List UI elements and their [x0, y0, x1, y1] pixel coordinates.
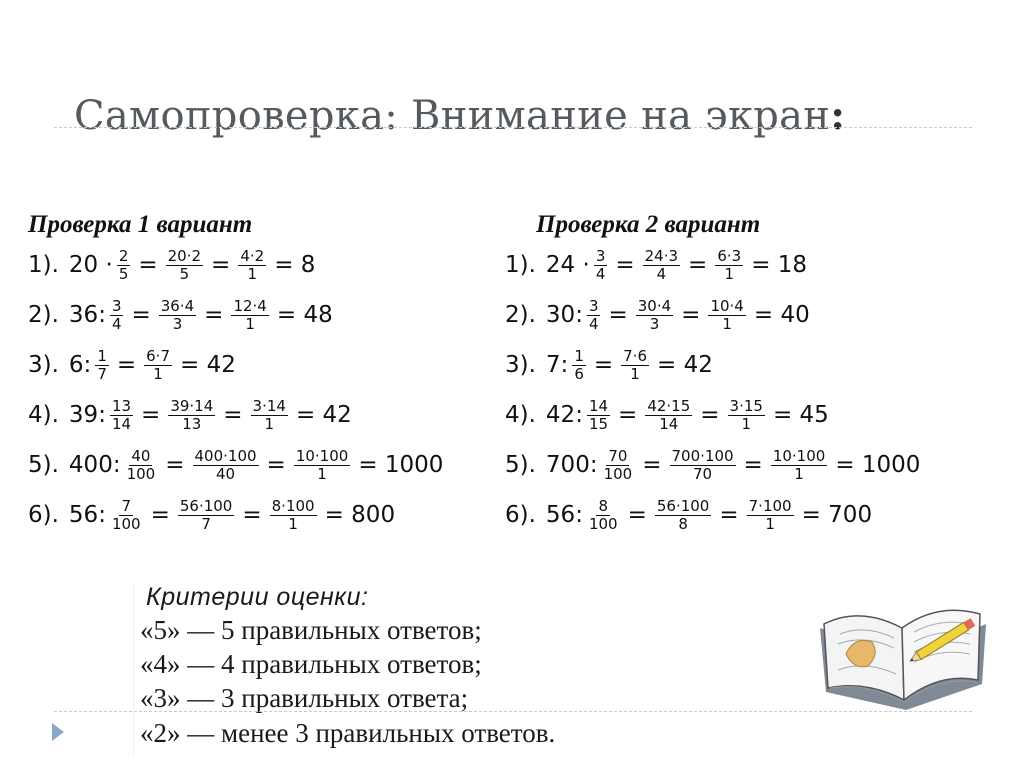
expression-text: 400: — [68, 452, 121, 478]
fraction — [728, 398, 765, 433]
row-number: 1). — [28, 252, 59, 278]
fraction-numerator: 6·7 — [146, 346, 170, 365]
fraction-denominator: 100 — [588, 514, 618, 533]
fraction — [178, 498, 235, 533]
fraction — [159, 298, 196, 333]
fraction-denominator: 8 — [678, 514, 688, 533]
fraction-numerator: 20·2 — [167, 246, 202, 265]
fraction — [670, 448, 736, 483]
fraction-denominator: 1 — [724, 264, 735, 283]
solution-row — [505, 490, 926, 540]
fraction — [238, 248, 266, 283]
fraction-denominator: 1 — [288, 514, 298, 533]
fraction-numerator: 2 — [118, 246, 129, 265]
fraction-numerator: 12·4 — [233, 296, 267, 315]
fraction-numerator: 3 — [595, 246, 606, 265]
expression-text: = — [242, 502, 262, 528]
fraction-numerator: 40 — [131, 446, 151, 465]
expression-text: 7: — [545, 352, 569, 378]
title-divider — [54, 127, 972, 128]
variant-1-rows — [28, 240, 449, 540]
solution-row — [28, 440, 449, 490]
fraction — [193, 448, 259, 483]
fraction — [594, 248, 608, 283]
fraction-numerator: 36·4 — [160, 296, 195, 315]
variant-2-column — [505, 210, 926, 540]
fraction-denominator: 1 — [630, 364, 640, 383]
expression-text: 20 · — [68, 252, 113, 278]
fraction-numerator: 1 — [574, 346, 584, 365]
expression-text: 24 · — [545, 252, 590, 278]
fraction — [587, 298, 601, 333]
fraction — [231, 298, 268, 333]
fraction — [715, 248, 743, 283]
fraction — [117, 248, 131, 283]
fraction-denominator: 14 — [659, 414, 679, 433]
fraction-numerator: 70 — [608, 446, 628, 465]
fraction — [645, 398, 692, 433]
fraction — [708, 298, 745, 333]
row-number: 4). — [505, 402, 536, 428]
open-book-with-pencil-icon — [810, 588, 996, 714]
expression-text: 56: — [545, 502, 583, 528]
fraction-numerator: 24·3 — [644, 246, 679, 265]
fraction — [270, 498, 317, 533]
fraction — [771, 448, 828, 483]
expression-text: = — [688, 252, 708, 278]
solution-row — [505, 440, 926, 490]
expression-text: = 42 — [180, 352, 236, 378]
fraction — [655, 498, 712, 533]
fraction-numerator: 8·100 — [271, 496, 315, 515]
solution-row — [28, 490, 449, 540]
fraction-numerator: 56·100 — [179, 496, 233, 515]
fraction-numerator: 1 — [97, 346, 107, 365]
fraction — [587, 498, 620, 533]
expression-text: 6: — [68, 352, 92, 378]
expression-text: = — [138, 252, 158, 278]
fraction-denominator: 40 — [215, 464, 236, 483]
expression-text: = — [642, 452, 662, 478]
variant-1-column — [28, 210, 449, 540]
expression-text: 30: — [545, 302, 583, 328]
fraction-numerator: 700·100 — [671, 446, 734, 465]
expression-text: = — [618, 402, 638, 428]
fraction-denominator: 14 — [111, 414, 132, 433]
expression-text: = — [627, 502, 647, 528]
row-number: 1). — [505, 252, 536, 278]
expression-text: = 45 — [772, 402, 829, 428]
fraction-denominator: 1 — [741, 414, 752, 433]
fraction-numerator: 7 — [121, 496, 132, 515]
row-number: 3). — [28, 352, 59, 378]
solution-row — [505, 240, 926, 290]
fraction — [587, 398, 610, 433]
fraction-denominator: 6 — [574, 364, 584, 383]
fraction-denominator: 3 — [172, 314, 183, 333]
fraction-denominator: 100 — [126, 464, 156, 483]
fraction-denominator: 15 — [588, 414, 609, 433]
fraction-numerator: 7·6 — [623, 346, 647, 365]
fraction — [110, 498, 143, 533]
criteria-line-4: «4» — 4 правильных ответов; — [140, 649, 482, 679]
fraction-denominator: 1 — [722, 314, 732, 333]
fraction-denominator: 7 — [201, 514, 211, 533]
expression-text: = — [681, 302, 701, 328]
solution-row — [505, 290, 926, 340]
fraction-numerator: 10·100 — [772, 446, 826, 465]
expression-text: = — [165, 452, 185, 478]
fraction-numerator: 6·3 — [717, 246, 742, 265]
fraction-denominator: 1 — [153, 364, 163, 383]
fraction — [251, 398, 288, 433]
fraction-denominator: 4 — [111, 314, 122, 333]
fraction-numerator: 3·15 — [729, 396, 763, 415]
expression-text: 700: — [545, 452, 598, 478]
expression-text: = — [700, 402, 720, 428]
fraction — [110, 398, 133, 433]
fraction-denominator: 1 — [264, 414, 275, 433]
fraction — [294, 448, 351, 483]
fraction-denominator: 1 — [794, 464, 804, 483]
fraction-numerator: 400·100 — [194, 446, 257, 465]
fraction — [110, 298, 124, 333]
expression-text: = — [223, 402, 243, 428]
fraction-denominator: 70 — [692, 464, 713, 483]
fraction-denominator: 5 — [179, 264, 190, 283]
fraction-denominator: 13 — [182, 414, 202, 433]
expression-text: = 48 — [276, 302, 333, 328]
fraction — [166, 248, 203, 283]
fraction — [572, 348, 586, 383]
fraction-numerator: 39·14 — [170, 396, 214, 415]
row-number: 2). — [505, 302, 536, 328]
fraction — [144, 348, 172, 383]
fraction-denominator: 4 — [656, 264, 667, 283]
fraction — [621, 348, 649, 383]
expression-text: = 40 — [753, 302, 810, 328]
fraction-numerator: 42·15 — [647, 396, 691, 415]
expression-text: = — [211, 252, 231, 278]
fraction-denominator: 1 — [247, 264, 258, 283]
expression-text: 39: — [68, 402, 106, 428]
row-number: 4). — [28, 402, 59, 428]
expression-text: = — [204, 302, 224, 328]
slide-title: Самопроверка: Внимание на экран: — [74, 92, 846, 139]
play-arrow-icon — [52, 723, 64, 741]
variant-2-heading: Проверка 2 вариант — [536, 211, 761, 238]
fraction-numerator: 10·100 — [295, 446, 349, 465]
solution-row — [28, 240, 449, 290]
fraction — [168, 398, 215, 433]
expression-text: = — [608, 302, 628, 328]
expression-text: = — [150, 502, 170, 528]
row-number: 6). — [28, 502, 59, 528]
expression-text: = — [719, 502, 739, 528]
expression-text: 56: — [68, 502, 106, 528]
fraction-numerator: 30·4 — [637, 296, 672, 315]
fraction-denominator: 7 — [97, 364, 107, 383]
solution-row — [505, 390, 926, 440]
fraction-numerator: 4·2 — [240, 246, 265, 265]
expression-text: = — [593, 352, 614, 378]
fraction-denominator: 4 — [588, 314, 599, 333]
fraction-denominator: 100 — [111, 514, 141, 533]
expression-text: = 42 — [295, 402, 352, 428]
solution-row — [28, 290, 449, 340]
solution-row — [28, 340, 449, 390]
expression-text: = — [266, 452, 286, 478]
fraction — [747, 498, 794, 533]
fraction — [643, 248, 680, 283]
expression-text: = — [116, 352, 137, 378]
fraction-denominator: 1 — [245, 314, 255, 333]
fraction-numerator: 3 — [588, 296, 599, 315]
fraction-denominator: 1 — [317, 464, 327, 483]
fraction-numerator: 3 — [111, 296, 122, 315]
variant-1-heading: Проверка 1 вариант — [28, 211, 253, 238]
fraction — [636, 298, 673, 333]
expression-text: 36: — [68, 302, 106, 328]
footer-divider — [54, 711, 972, 712]
expression-text: = — [131, 302, 151, 328]
row-number: 6). — [505, 502, 536, 528]
expression-text: 42: — [545, 402, 583, 428]
expression-text: = 700 — [801, 502, 873, 528]
expression-text: = — [743, 452, 763, 478]
row-number: 2). — [28, 302, 59, 328]
grading-criteria — [133, 583, 666, 755]
fraction-denominator: 100 — [603, 464, 633, 483]
expression-text: = 1000 — [358, 452, 444, 478]
criteria-line-5: «5» — 5 правильных ответов; — [140, 615, 482, 645]
fraction-numerator: 56·100 — [656, 496, 710, 515]
variant-2-rows — [505, 240, 926, 540]
fraction-numerator: 10·4 — [710, 296, 744, 315]
fraction-numerator: 7·100 — [748, 496, 792, 515]
row-number: 5). — [28, 452, 59, 478]
row-number: 3). — [505, 352, 536, 378]
fraction-numerator: 3·14 — [252, 396, 286, 415]
fraction-denominator: 3 — [649, 314, 660, 333]
expression-text: = — [141, 402, 161, 428]
row-number: 5). — [505, 452, 536, 478]
fraction-numerator: 8 — [598, 496, 609, 515]
expression-text: = 8 — [274, 252, 316, 278]
fraction — [602, 448, 635, 483]
solution-row — [505, 340, 926, 390]
expression-text: = 42 — [657, 352, 713, 378]
expression-text: = 800 — [324, 502, 396, 528]
fraction — [95, 348, 109, 383]
fraction-numerator: 13 — [111, 396, 132, 415]
expression-text: = 18 — [751, 252, 808, 278]
criteria-line-2: «2» — менее 3 правильных ответов. — [140, 718, 556, 748]
fraction — [125, 448, 158, 483]
fraction-denominator: 4 — [595, 264, 606, 283]
criteria-title: Критерии оценки: — [146, 583, 369, 611]
expression-text: = 1000 — [835, 452, 921, 478]
fraction-denominator: 5 — [118, 264, 129, 283]
fraction-denominator: 1 — [765, 514, 775, 533]
criteria-line-3: «3» — 3 правильных ответа; — [140, 683, 469, 713]
expression-text: = — [615, 252, 635, 278]
fraction-numerator: 14 — [588, 396, 609, 415]
solution-row — [28, 390, 449, 440]
